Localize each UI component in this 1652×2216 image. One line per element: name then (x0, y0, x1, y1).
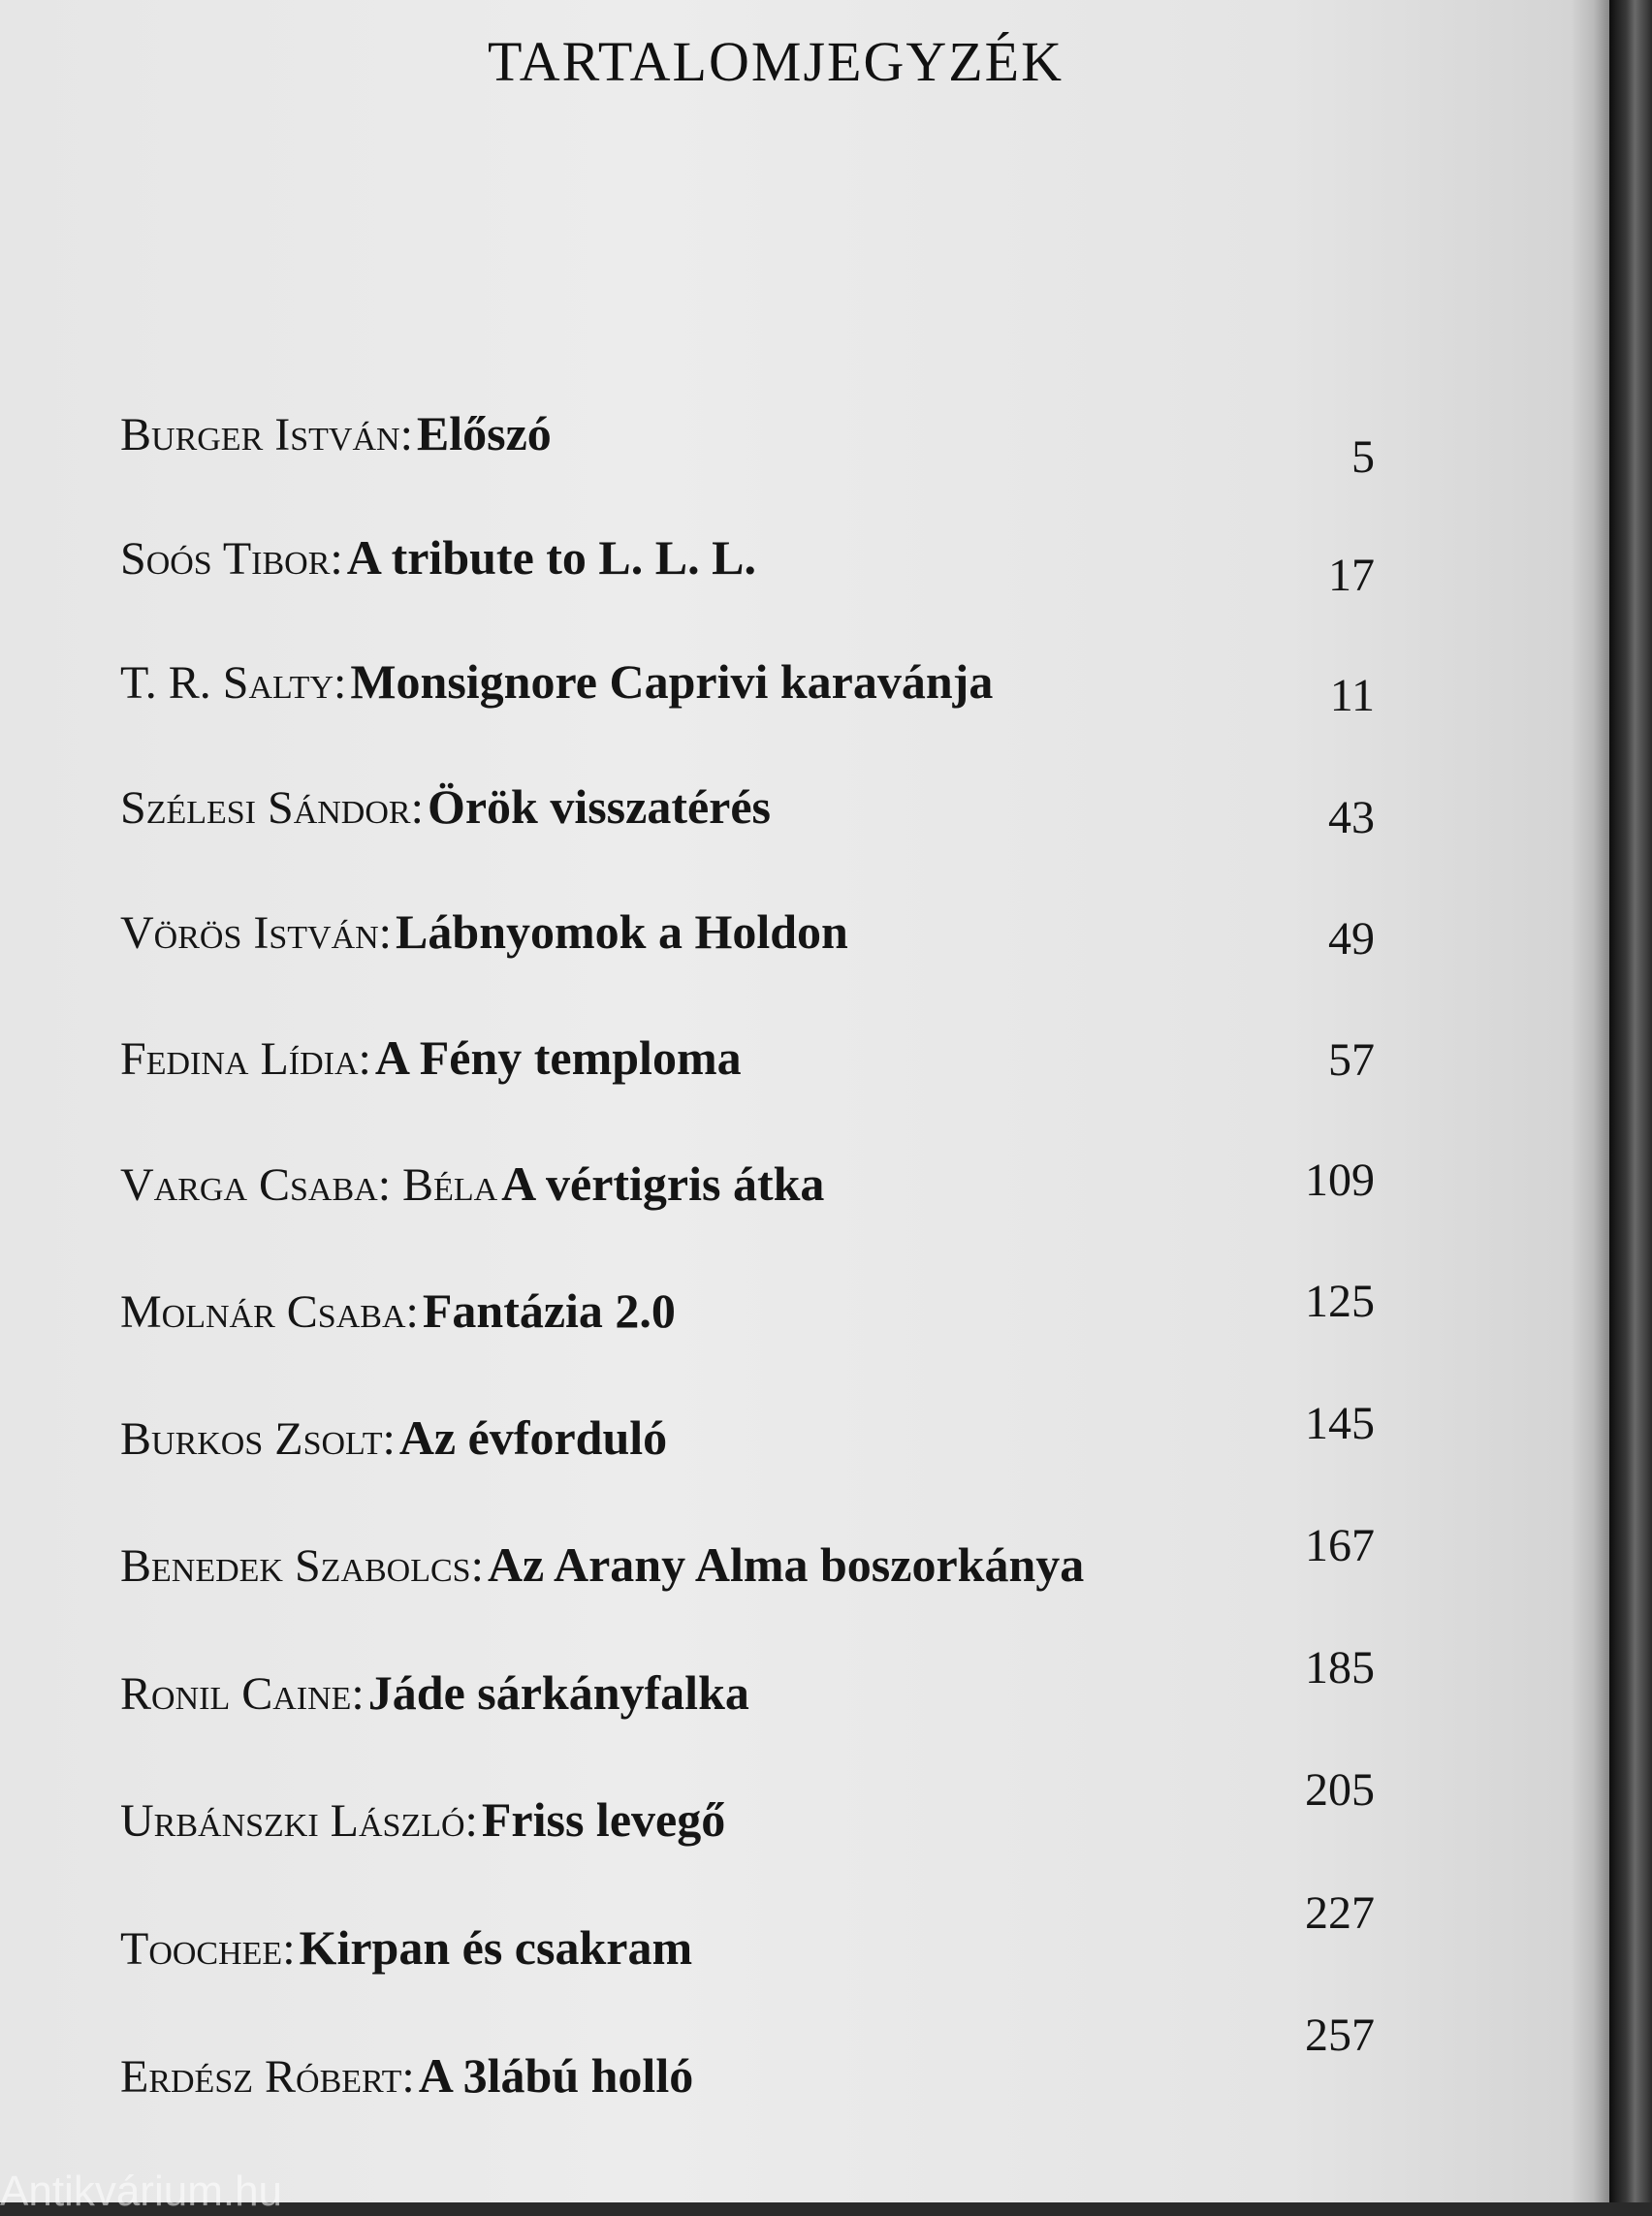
toc-entry (120, 1029, 1429, 1086)
toc-author: Szélesi Sándor: (120, 782, 424, 834)
toc-page-number: 11 (1329, 670, 1375, 721)
toc-entry (120, 1536, 1429, 1593)
toc-title: Monsignore Caprivi karavánja (350, 654, 994, 709)
toc-author: Molnár Csaba: (120, 1286, 419, 1338)
page-title: TARTALOMJEGYZÉK (488, 30, 1064, 93)
toc-author: Fedina Lídia: (120, 1033, 371, 1085)
toc-page-number: 5 (1351, 431, 1375, 483)
toc-title: Kirpan és csakram (299, 1920, 693, 1975)
toc-entry (120, 1409, 1429, 1466)
book-spine (1609, 0, 1652, 2202)
toc-author: Erdész Róbert: (120, 2051, 415, 2103)
toc-author: Varga Csaba: Béla (120, 1159, 498, 1211)
toc-page-number: 109 (1305, 1155, 1375, 1206)
toc-author: Vörös István: (120, 907, 393, 959)
toc-title: Az évforduló (398, 1410, 668, 1465)
toc-author: Toochee: (120, 1923, 296, 1975)
toc-entry (120, 653, 1429, 710)
toc-entry (120, 1919, 1429, 1976)
toc-page-number: 167 (1305, 1520, 1375, 1571)
toc-author: Soós Tibor: (120, 533, 343, 585)
toc-title: Jáde sárkányfalka (367, 1665, 749, 1720)
toc-page-number: 227 (1305, 1887, 1375, 1939)
toc-entry (120, 1155, 1429, 1212)
toc-entry (120, 2047, 1429, 2104)
toc-title: Az Arany Alma boszorkánya (487, 1537, 1085, 1592)
toc-title: Fantázia 2.0 (422, 1283, 676, 1338)
toc-title: Lábnyomok a Holdon (396, 904, 848, 959)
toc-entry (120, 1282, 1429, 1339)
toc-page-number: 43 (1328, 792, 1375, 843)
toc-page-number: 49 (1328, 913, 1375, 965)
toc-entry (120, 778, 1429, 835)
toc-title: Előszó (416, 406, 552, 460)
toc-author: Burger István: (120, 409, 413, 460)
toc-entry (120, 405, 1429, 461)
toc-author: Urbánszki László: (120, 1795, 478, 1847)
toc-entry (120, 1664, 1429, 1721)
toc-title: A 3lábú holló (418, 2048, 694, 2103)
toc-author: Burkos Zsolt: (120, 1413, 396, 1465)
toc-page-number: 185 (1305, 1642, 1375, 1694)
toc-entry (120, 529, 1429, 586)
toc-entry (120, 1791, 1429, 1848)
toc-page-number: 57 (1328, 1034, 1375, 1086)
toc-author: T. R. Salty: (120, 657, 347, 709)
toc-title: A tribute to L. L. L. (346, 530, 756, 585)
toc-page-number: 145 (1305, 1398, 1375, 1449)
toc-author: Benedek Szabolcs: (120, 1540, 484, 1592)
toc-title: A Fény temploma (374, 1030, 742, 1085)
toc-title: Örök visszatérés (427, 779, 772, 834)
toc-page-number: 17 (1328, 550, 1375, 601)
toc-title: A vértigris átka (501, 1156, 825, 1211)
watermark: Antikvárium.hu (0, 2168, 283, 2215)
toc-author: Ronil Caine: (120, 1668, 365, 1720)
toc-page-number: 257 (1305, 2010, 1375, 2061)
toc-title: Friss levegő (481, 1792, 726, 1847)
toc-page-number: 205 (1305, 1764, 1375, 1816)
toc-entry (120, 903, 1429, 960)
toc-page-number: 125 (1305, 1276, 1375, 1327)
page-shadow (1571, 0, 1609, 2202)
